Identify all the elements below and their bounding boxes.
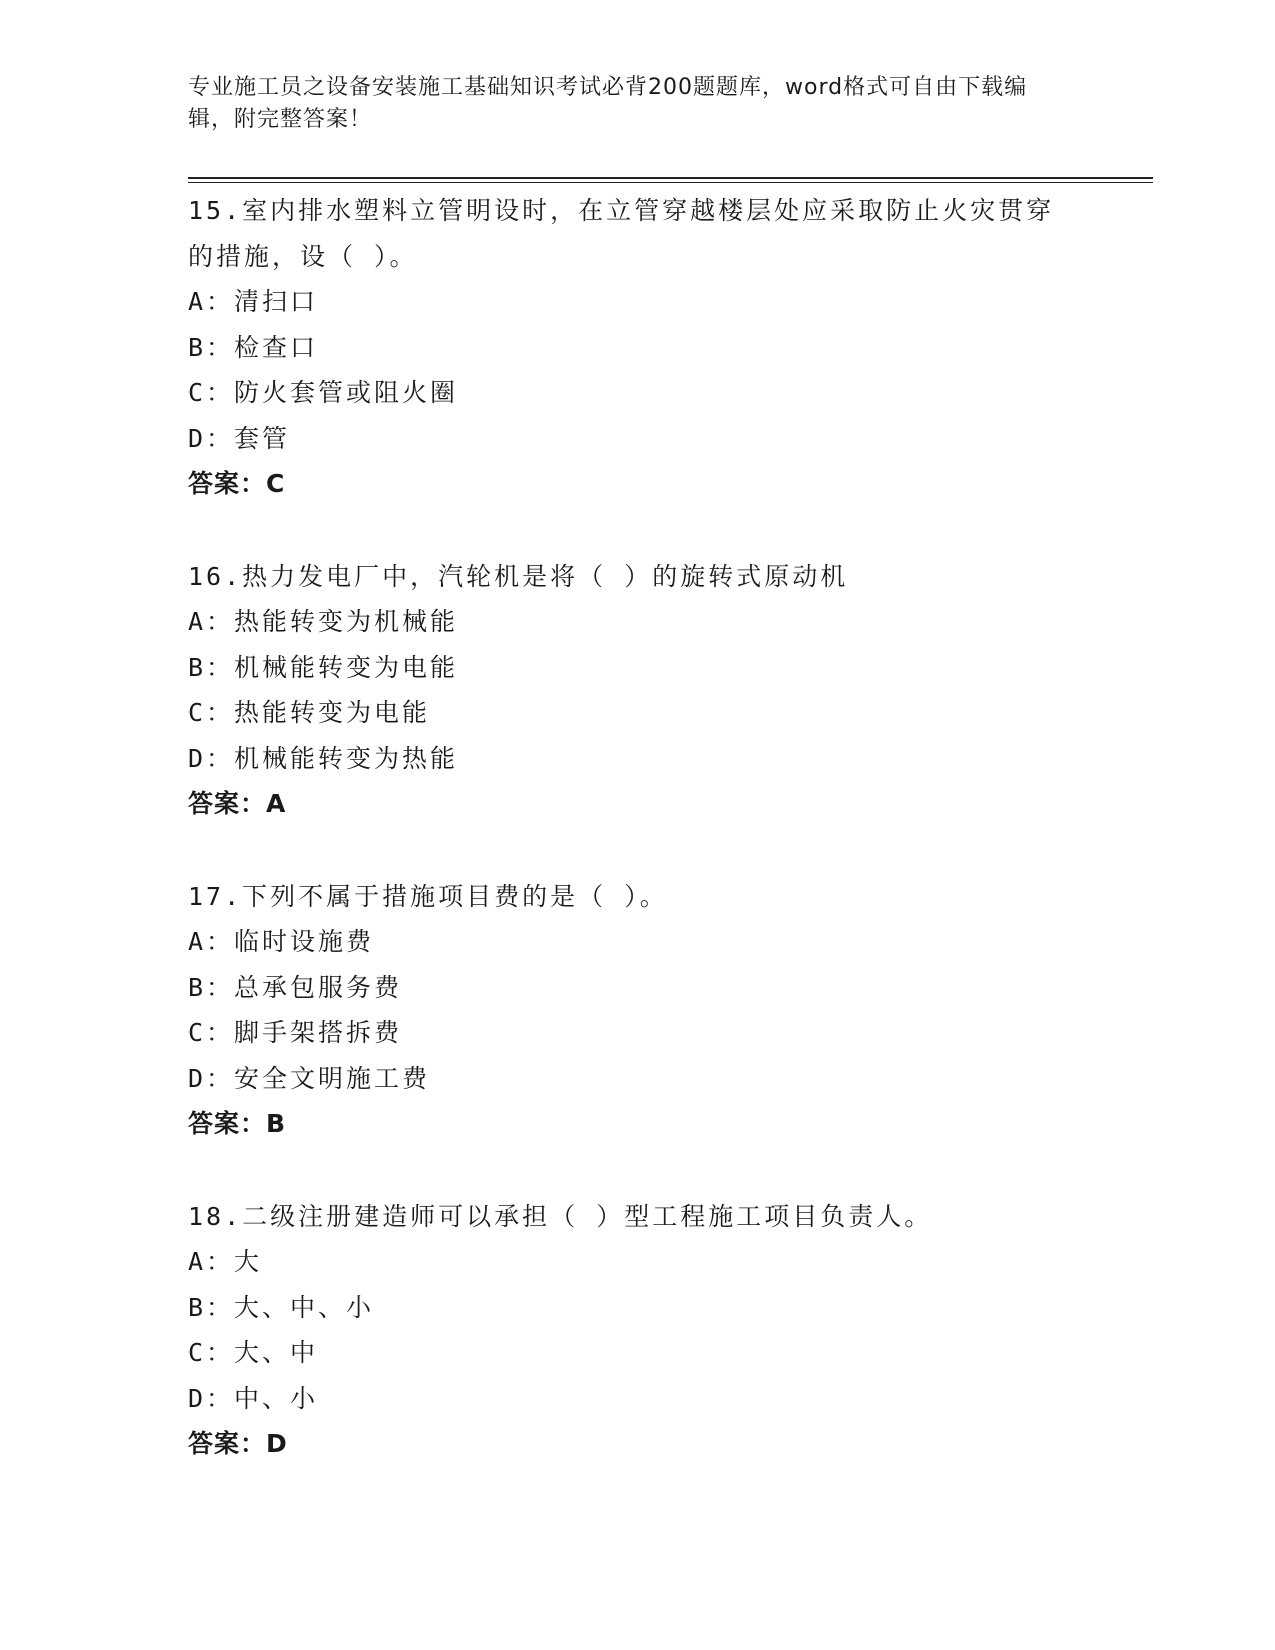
option-a: A：大 — [188, 1247, 263, 1276]
question-stem: 16.热力发电厂中，汽轮机是将（ ）的旋转式原动机 — [188, 561, 849, 591]
question-stem: 18.二级注册建造师可以承担（ ）型工程施工项目负责人。 — [188, 1201, 933, 1231]
answer-line — [188, 1421, 1088, 1467]
answer-line — [188, 461, 1088, 507]
header-divider — [188, 177, 1153, 179]
answer-value: C — [266, 469, 286, 498]
answer-line — [188, 781, 1088, 827]
option-b: B：大、中、小 — [188, 1292, 375, 1322]
option-d: D：机械能转变为热能 — [188, 743, 459, 773]
option-c: C：防火套管或阻火圈 — [188, 378, 459, 407]
option-d: D：安全文明施工费 — [188, 1063, 431, 1093]
question-stem: 17.下列不属于措施项目费的是（ ）。 — [188, 881, 668, 911]
option-c: C：热能转变为电能 — [188, 698, 431, 727]
option-b: B：机械能转变为电能 — [188, 652, 459, 682]
option-d: D：套管 — [188, 423, 291, 453]
question-list — [188, 188, 1088, 1514]
option-a: A：临时设施费 — [188, 927, 375, 956]
option-c: C：脚手架搭拆费 — [188, 1018, 403, 1047]
answer-value: D — [266, 1429, 288, 1458]
question-18 — [188, 1194, 1088, 1467]
answer-line — [188, 1101, 1088, 1147]
answer-label: 答案： — [188, 469, 267, 498]
answer-label: 答案： — [188, 1109, 267, 1138]
option-a: A：清扫口 — [188, 287, 319, 316]
option-d: D：中、小 — [188, 1383, 319, 1413]
answer-value: A — [266, 789, 287, 818]
question-16 — [188, 554, 1088, 827]
document-title: 专业施工员之设备安装施工基础知识考试必背200题题库，word格式可自由下载编辑，附完整答案！ — [188, 75, 1028, 132]
question-17 — [188, 874, 1088, 1147]
question-15 — [188, 188, 1088, 507]
answer-label: 答案： — [188, 789, 267, 818]
option-b: B：总承包服务费 — [188, 972, 403, 1002]
answer-value: B — [266, 1109, 287, 1138]
option-c: C：大、中 — [188, 1338, 319, 1367]
option-b: B：检查口 — [188, 332, 319, 362]
question-stem: 15.室内排水塑料立管明设时，在立管穿越楼层处应采取防止火灾贯穿的措施，设（ ）。 — [188, 196, 1055, 271]
header-divider-thin — [188, 182, 1153, 183]
answer-label: 答案： — [188, 1429, 267, 1458]
option-a: A：热能转变为机械能 — [188, 607, 459, 636]
